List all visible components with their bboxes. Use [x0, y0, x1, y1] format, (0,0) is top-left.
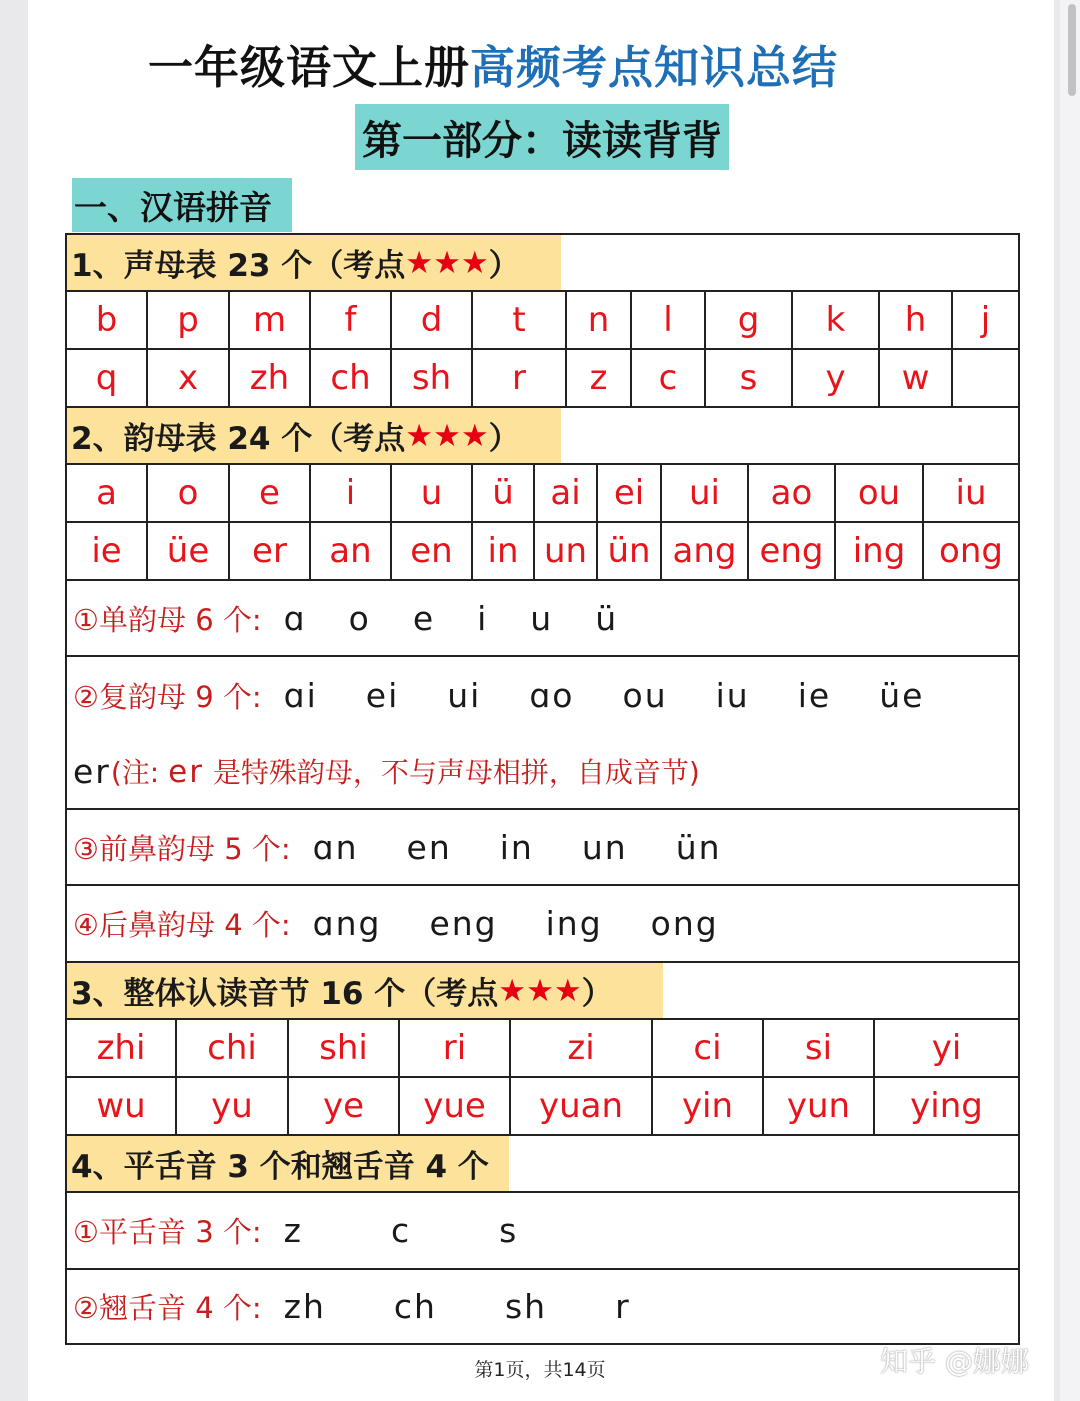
initial-cell: y	[793, 350, 880, 408]
star-rating: ★★★	[405, 244, 489, 281]
final-cell: ang	[662, 523, 749, 581]
whole-syllables-header: 3、整体认读音节 16 个（考点 ★★★ ）	[67, 963, 663, 1018]
initial-cell: w	[880, 350, 953, 408]
initial-cell: t	[473, 292, 567, 350]
final-cell: ü	[473, 465, 535, 523]
whole-syllable-cell: wu	[67, 1078, 177, 1136]
final-cell: o	[148, 465, 230, 523]
whole-syllables-header-row	[67, 963, 1018, 1020]
whole-syllable-cell: si	[764, 1020, 875, 1078]
initial-cell: p	[148, 292, 230, 350]
whole-syllable-cell: yu	[177, 1078, 289, 1136]
initial-cell: d	[392, 292, 473, 350]
pinyin-item: sh	[504, 1287, 548, 1326]
initial-cell: c	[632, 350, 706, 408]
front-nasal-items	[291, 828, 722, 867]
retroflex-row	[67, 1270, 1018, 1343]
retroflex-items	[262, 1287, 631, 1326]
final-cell: ui	[662, 465, 749, 523]
front-nasal-row	[67, 810, 1018, 886]
pinyin-item: ui	[447, 675, 482, 715]
whole-syllable-cell: yun	[764, 1078, 875, 1136]
initial-cell	[953, 350, 1018, 408]
back-nasal-row	[67, 886, 1018, 963]
initial-cell: z	[567, 350, 632, 408]
page-title	[148, 30, 838, 96]
initial-cell: ch	[311, 350, 392, 408]
pinyin-item: ing	[545, 904, 603, 943]
initial-cell: s	[706, 350, 793, 408]
title-main: 一年级语文上册	[148, 40, 471, 94]
initials-header: 1、声母表 23 个（考点 ★★★ ）	[67, 235, 561, 290]
pinyin-item: e	[412, 598, 436, 638]
initial-cell: h	[880, 292, 953, 350]
tongue-header-row	[67, 1136, 1018, 1193]
pinyin-item: ɑn	[312, 827, 359, 867]
final-cell: ün	[598, 523, 662, 581]
pinyin-item: o	[348, 598, 371, 638]
compound-final-er: er	[73, 751, 111, 791]
final-cell: e	[230, 465, 311, 523]
finals-table	[67, 465, 1018, 581]
initial-cell: k	[793, 292, 880, 350]
whole-syllable-cell: ci	[653, 1020, 764, 1078]
final-cell: a	[67, 465, 148, 523]
pinyin-item: z	[283, 1211, 303, 1250]
pinyin-item: ɑi	[283, 675, 318, 715]
pinyin-item: ɑ	[283, 598, 307, 638]
front-nasal-label: ③前鼻韵母 5 个:	[73, 831, 291, 866]
whole-syllable-cell: zi	[511, 1020, 653, 1078]
final-cell: en	[392, 523, 473, 581]
whole-syllable-cell: shi	[289, 1020, 400, 1078]
retroflex-label: ②翘舌音 4 个:	[73, 1291, 262, 1325]
title-highlight: 高频考点知识总结	[470, 40, 839, 94]
final-cell: i	[311, 465, 392, 523]
back-nasal-items	[291, 904, 719, 943]
initial-cell: j	[953, 292, 1018, 350]
flat-tongue-items	[262, 1211, 519, 1250]
pinyin-item: ch	[393, 1287, 437, 1326]
compound-finals-row	[67, 657, 1018, 810]
simple-finals-row	[67, 581, 1018, 657]
watermark: 知乎 @娜娜	[880, 1345, 1029, 1378]
flat-tongue-label: ①平舌音 3 个:	[73, 1215, 262, 1249]
initial-cell: x	[148, 350, 230, 408]
whole-syllable-cell: ying	[875, 1078, 1018, 1136]
pinyin-item: r	[615, 1287, 631, 1326]
finals-header-row	[67, 408, 1018, 465]
final-cell: eng	[749, 523, 836, 581]
initial-cell: m	[230, 292, 311, 350]
pinyin-item: ü	[595, 598, 619, 638]
initial-cell: q	[67, 350, 148, 408]
pinyin-item: ou	[622, 675, 668, 715]
pinyin-item: zh	[283, 1287, 326, 1326]
initial-cell: n	[567, 292, 632, 350]
initials-header-row	[67, 235, 1018, 292]
whole-syllable-cell: ye	[289, 1078, 400, 1136]
initial-cell: r	[473, 350, 567, 408]
final-cell: iu	[924, 465, 1018, 523]
back-nasal-label: ④后鼻韵母 4 个:	[73, 908, 291, 942]
whole-syllable-cell: yue	[400, 1078, 511, 1136]
final-cell: ao	[749, 465, 836, 523]
final-cell: ei	[598, 465, 662, 523]
initial-cell: sh	[392, 350, 473, 408]
whole-syllables-table	[67, 1020, 1018, 1136]
star-rating: ★★★	[405, 417, 489, 454]
scrollbar-thumb[interactable]	[1068, 4, 1076, 96]
pinyin-item: ɑng	[312, 904, 382, 943]
initial-cell: f	[311, 292, 392, 350]
section-heading: 一、汉语拼音	[72, 178, 292, 232]
initial-cell: b	[67, 292, 148, 350]
final-cell: un	[535, 523, 598, 581]
pinyin-item: en	[406, 827, 452, 867]
final-cell: er	[230, 523, 311, 581]
pinyin-item: ei	[365, 675, 400, 715]
pinyin-item: ong	[650, 904, 719, 943]
part-heading: 第一部分：读读背背	[355, 104, 729, 170]
final-cell: ing	[836, 523, 924, 581]
final-cell: ie	[67, 523, 148, 581]
final-cell: ong	[924, 523, 1018, 581]
whole-syllable-cell: zhi	[67, 1020, 177, 1078]
initials-table	[67, 292, 1018, 408]
final-cell: u	[392, 465, 473, 523]
pinyin-item: i	[477, 598, 489, 638]
pinyin-item: c	[390, 1211, 412, 1250]
final-cell: in	[473, 523, 535, 581]
star-rating: ★★★	[498, 972, 582, 1009]
simple-finals-label: ①单韵母 6 个:	[73, 602, 262, 637]
flat-tongue-row	[67, 1193, 1018, 1270]
pinyin-item: s	[499, 1211, 519, 1250]
pinyin-item: iu	[715, 675, 750, 715]
initial-cell: g	[706, 292, 793, 350]
pinyin-item: un	[581, 827, 628, 867]
pinyin-item: üe	[879, 675, 925, 715]
whole-syllable-cell: chi	[177, 1020, 289, 1078]
simple-finals-items	[262, 599, 618, 638]
pinyin-item: ɑo	[529, 675, 575, 715]
whole-syllable-cell: ri	[400, 1020, 511, 1078]
page-footer: 第1页，共14页	[474, 1359, 606, 1381]
final-cell: ai	[535, 465, 598, 523]
pinyin-item: in	[499, 827, 534, 867]
tongue-header: 4、平舌音 3 个和翘舌音 4 个	[67, 1136, 509, 1191]
finals-header: 2、韵母表 24 个（考点 ★★★ ）	[67, 408, 561, 463]
initial-cell: l	[632, 292, 706, 350]
final-cell: ou	[836, 465, 924, 523]
pinyin-item: ün	[675, 827, 722, 867]
pinyin-item: u	[530, 598, 554, 638]
compound-finals-label: ②复韵母 9 个:	[73, 679, 262, 714]
scrollbar[interactable]	[1060, 0, 1080, 1401]
er-note: (注: er 是特殊韵母，不与声母相拼，自成音节)	[110, 754, 700, 790]
whole-syllable-cell: yin	[653, 1078, 764, 1136]
initial-cell: zh	[230, 350, 311, 408]
pinyin-item: ie	[797, 675, 832, 715]
final-cell: üe	[148, 523, 230, 581]
whole-syllable-cell: yuan	[511, 1078, 653, 1136]
final-cell: an	[311, 523, 392, 581]
whole-syllable-cell: yi	[875, 1020, 1018, 1078]
compound-finals-items	[262, 676, 925, 715]
pinyin-item: eng	[429, 904, 498, 943]
